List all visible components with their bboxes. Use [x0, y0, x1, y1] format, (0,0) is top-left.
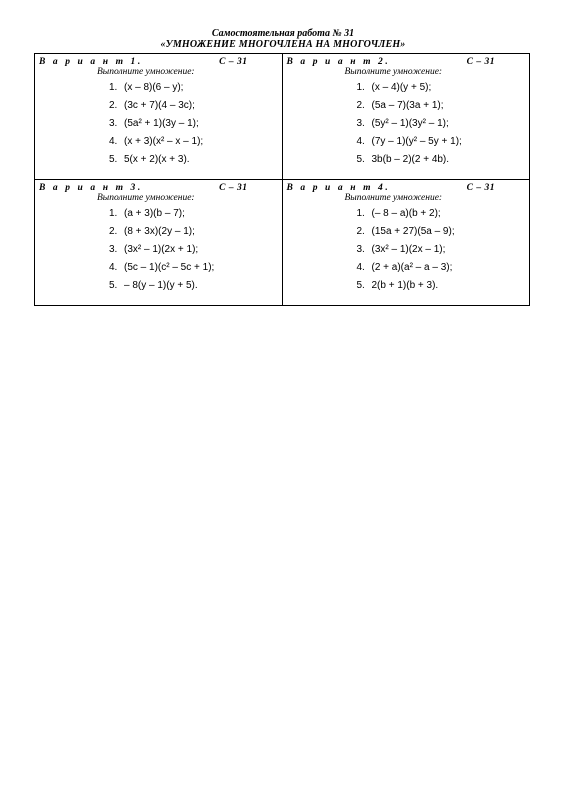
task-item	[109, 97, 203, 115]
task-list	[109, 205, 214, 295]
variant-code: С – 31	[466, 57, 495, 67]
task-expression: (x – 4)(y + 5);	[371, 82, 432, 93]
task-item	[109, 223, 214, 241]
task-item	[109, 277, 214, 295]
task-expression: (– 8 – a)(b + 2);	[371, 208, 441, 219]
task-expression: (5y² – 1)(3y² – 1);	[371, 118, 449, 129]
task-number: 2.	[356, 226, 365, 237]
task-expression: (8 + 3x)(2y – 1);	[124, 226, 195, 237]
task-number: 1.	[109, 82, 118, 93]
task-item	[357, 79, 462, 97]
task-number: 3.	[356, 118, 365, 129]
task-expression: (3x² – 1)(2x – 1);	[371, 244, 446, 255]
task-number: 2.	[109, 226, 118, 237]
task-item	[109, 151, 203, 169]
task-item	[109, 205, 214, 223]
task-item	[109, 115, 203, 133]
task-number: 3.	[356, 244, 365, 255]
task-item	[109, 259, 214, 277]
task-instruction: Выполните умножение:	[97, 67, 195, 77]
variant-name: В а р и а н т 1.	[39, 57, 143, 67]
task-expression: 2(b + 1)(b + 3).	[371, 280, 439, 291]
task-expression: (7y – 1)(y² – 5y + 1);	[371, 136, 462, 147]
variant-cell-2	[282, 54, 530, 180]
task-expression: – 8(y – 1)(y + 5).	[124, 280, 198, 291]
task-expression: (15a + 27)(5a – 9);	[371, 226, 455, 237]
task-expression: (5c – 1)(c² – 5c + 1);	[124, 262, 215, 273]
task-expression: (3c + 7)(4 – 3c);	[124, 100, 195, 111]
variant-cell-1	[35, 54, 283, 180]
task-number: 3.	[109, 118, 118, 129]
task-number: 5.	[356, 154, 365, 165]
task-number: 5.	[109, 154, 118, 165]
task-expression: 3b(b – 2)(2 + 4b).	[371, 154, 450, 165]
task-item	[109, 79, 203, 97]
task-item	[357, 133, 462, 151]
worksheet-title: Самостоятельная работа № 31	[211, 28, 355, 39]
variant-cell-4	[282, 180, 530, 306]
task-number: 1.	[356, 82, 365, 93]
variants-table	[34, 53, 530, 306]
task-item	[357, 151, 462, 169]
task-item	[357, 259, 455, 277]
task-item	[357, 97, 462, 115]
task-item	[357, 277, 455, 295]
task-list	[357, 205, 455, 295]
task-instruction: Выполните умножение:	[97, 193, 195, 203]
task-item	[109, 241, 214, 259]
task-item	[357, 205, 455, 223]
task-number: 2.	[356, 100, 365, 111]
task-number: 1.	[356, 208, 365, 219]
task-number: 4.	[356, 262, 365, 273]
task-number: 4.	[109, 136, 118, 147]
task-item	[357, 115, 462, 133]
variant-name: В а р и а н т 2.	[286, 57, 391, 67]
task-number: 5.	[356, 280, 365, 291]
task-expression: 5(x + 2)(x + 3).	[124, 154, 190, 165]
task-number: 4.	[356, 136, 365, 147]
task-expression: (5a – 7)(3a + 1);	[371, 100, 444, 111]
task-expression: (x – 8)(6 – y);	[124, 82, 184, 93]
task-item	[109, 133, 203, 151]
variant-cell-3	[35, 180, 283, 306]
task-number: 5.	[109, 280, 118, 291]
task-expression: (5a² + 1)(3y – 1);	[124, 118, 199, 129]
task-number: 3.	[109, 244, 118, 255]
variant-code: С – 31	[466, 183, 495, 193]
task-number: 2.	[109, 100, 118, 111]
task-number: 1.	[109, 208, 118, 219]
task-expression: (x + 3)(x² – x – 1);	[124, 136, 204, 147]
task-instruction: Выполните умножение:	[344, 67, 443, 77]
variant-name: В а р и а н т 4.	[286, 183, 391, 193]
variant-code: С – 31	[219, 57, 248, 67]
task-number: 4.	[109, 262, 118, 273]
variant-name: В а р и а н т 3.	[39, 183, 143, 193]
task-list	[109, 79, 203, 169]
worksheet-subtitle: «УМНОЖЕНИЕ МНОГОЧЛЕНА НА МНОГОЧЛЕН»	[160, 39, 406, 50]
task-item	[357, 223, 455, 241]
task-expression: (a + 3)(b – 7);	[124, 208, 185, 219]
task-item	[357, 241, 455, 259]
task-list	[357, 79, 462, 169]
task-expression: (2 + a)(a² – a – 3);	[371, 262, 453, 273]
variant-code: С – 31	[219, 183, 248, 193]
task-expression: (3x² – 1)(2x + 1);	[124, 244, 199, 255]
task-instruction: Выполните умножение:	[344, 193, 443, 203]
